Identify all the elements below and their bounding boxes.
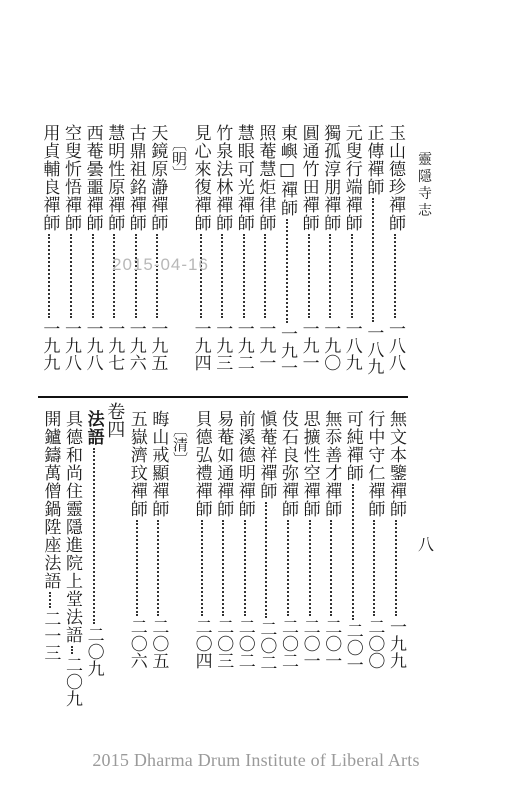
entry-title: 慧明性原禪師 [104, 124, 125, 232]
running-head-char: 靈 [418, 152, 433, 168]
leader-dots [113, 234, 115, 318]
era-heading [169, 136, 188, 181]
entry-page-number: 一八九 [363, 324, 384, 375]
leader-dots [286, 219, 288, 323]
entry-title: 東嶼□禪師 [277, 124, 297, 217]
leader-dots [222, 520, 224, 616]
leader-dots [71, 646, 73, 654]
entry-page-number: 一八九 [341, 320, 362, 371]
entry-title: 元叟行端禪師 [341, 124, 362, 232]
entry-title: 晦山戒顯禪師 [148, 410, 169, 518]
toc-entry [320, 124, 340, 371]
entry-page-number: 一八八 [385, 320, 405, 371]
leader-dots [135, 234, 137, 318]
entry-page-number: 一九一 [298, 320, 319, 371]
section-divider [38, 396, 408, 398]
leader-dots [156, 234, 158, 318]
entry-page-number: 二〇五 [148, 618, 169, 669]
entry-title: 正傳禪師 [363, 124, 384, 196]
entry-page-number: 一九七 [104, 320, 125, 371]
running-head [418, 152, 433, 220]
entry-title: 竹泉法林禪師 [212, 124, 233, 232]
toc-entry [235, 410, 255, 669]
entry-page-number: 二〇三 [213, 618, 234, 669]
entry-title: 思擴性空禪師 [299, 410, 320, 518]
era-heading [170, 422, 189, 467]
toc-entry [234, 124, 254, 371]
leader-dots [287, 520, 289, 616]
leader-dots [136, 520, 138, 616]
leader-dots [70, 234, 72, 318]
leader-dots [329, 234, 331, 318]
leader-dots [330, 520, 332, 616]
leader-dots [351, 234, 353, 318]
entry-title: 玉山德珍禪師 [385, 124, 405, 232]
toc-entry [277, 124, 297, 376]
running-head-char: 寺 [418, 186, 433, 202]
toc-entry [192, 410, 212, 669]
entry-title: 獨孤淳朋禪師 [320, 124, 341, 232]
entry-page-number: 一九〇 [320, 320, 341, 371]
toc-entry [300, 410, 320, 669]
leader-dots [243, 234, 245, 318]
volume-heading [105, 402, 124, 438]
entry-page-number: 二〇二 [278, 618, 298, 669]
toc-entry [385, 124, 405, 371]
toc-entry [256, 410, 276, 671]
running-head-char: 志 [418, 203, 433, 219]
footer-watermark: 2015 Dharma Drum Institute of Liberal Arts [92, 750, 420, 770]
toc-entry [83, 124, 103, 371]
entry-title: 貝德弘禮禪師 [191, 410, 212, 518]
toc-entry [40, 410, 60, 661]
entry-page-number: 一九一 [255, 320, 276, 371]
toc-entry [126, 124, 146, 371]
entry-page-number: 二〇一 [299, 618, 320, 669]
entry-title: 行中守仁禪師 [364, 410, 385, 518]
toc-entry [213, 410, 233, 669]
entry-page-number: 一九一 [277, 325, 297, 376]
entry-page-number: 一九六 [125, 320, 146, 371]
toc-entry [343, 410, 363, 673]
toc-entry [386, 410, 406, 669]
entry-title: 法語 [83, 410, 104, 446]
leader-dots [264, 234, 266, 318]
entry-title: 慧眼可光禪師 [233, 124, 254, 232]
entry-page-number: 一九八 [82, 320, 103, 371]
toc-entry [278, 410, 298, 669]
toc-entry [299, 124, 319, 371]
leader-dots [200, 234, 202, 318]
toc-entry [62, 410, 82, 707]
toc-entry [363, 124, 383, 375]
entry-page-number: 一九四 [190, 320, 211, 371]
leader-dots [395, 520, 397, 616]
entry-page-number: 一九二 [233, 320, 254, 371]
entry-page-number: 二〇〇 [364, 618, 385, 669]
leader-dots [92, 234, 94, 318]
leader-dots [93, 448, 95, 624]
toc-entry [61, 124, 81, 371]
toc-entry [104, 124, 124, 371]
era-heading-text: 〔明〕 [170, 136, 188, 181]
date-stamp: 2015-04-16 [112, 255, 209, 274]
entry-page-number: 二〇一 [342, 622, 363, 673]
leader-dots [201, 520, 203, 616]
leader-dots [373, 520, 375, 616]
entry-page-number: 二〇二 [256, 620, 277, 671]
volume-heading-text: 卷四 [104, 402, 126, 438]
entry-page-number: 一九八 [61, 320, 81, 371]
leader-dots [372, 198, 374, 322]
entry-title: 無忝善才禪師 [321, 410, 342, 518]
leader-dots [308, 234, 310, 318]
entry-title: 伎石良弥禪師 [278, 410, 298, 518]
toc-entry [39, 124, 59, 371]
leader-dots [394, 234, 396, 318]
toc-entry [84, 410, 104, 677]
toc-entry [255, 124, 275, 371]
toc-entry [212, 124, 232, 371]
entry-page-number: 二〇六 [126, 618, 147, 669]
entry-page-number: 一九三 [212, 320, 233, 371]
entry-title: 空叟忻悟禪師 [61, 124, 81, 232]
page-number: 八 [418, 535, 435, 554]
toc-entry [148, 410, 168, 669]
entry-page-number: 一九九 [39, 320, 60, 371]
toc-entry [127, 410, 147, 669]
entry-title: 愼菴祥禪師 [256, 410, 277, 500]
entry-page-number: 二〇一 [321, 618, 342, 669]
leader-dots [48, 234, 50, 318]
entry-page-number: 二〇四 [191, 618, 212, 669]
toc-entry [342, 124, 362, 371]
entry-title: 照菴慧炬律師 [255, 124, 276, 232]
leader-dots [309, 520, 311, 616]
entry-title: 西菴曇噩禪師 [82, 124, 103, 232]
entry-title: 古鼎祖銘禪師 [125, 124, 146, 232]
entry-title: 無文本鑒禪師 [386, 410, 406, 518]
entry-title: 可純禪師 [342, 410, 363, 482]
leader-dots [49, 592, 51, 608]
entry-title: 用貞輔良禪師 [39, 124, 60, 232]
entry-title: 具德和尚住靈隱進院上堂法語 [62, 410, 82, 644]
entry-title: 圓通竹田禪師 [298, 124, 319, 232]
toc-entry [364, 410, 384, 669]
entry-page-number: 一九九 [386, 618, 406, 669]
entry-page-number: 一九五 [147, 320, 168, 371]
entry-title: 天鏡原瀞禪師 [147, 124, 168, 232]
toc-entry [191, 124, 211, 371]
entry-title: 易菴如通禪師 [213, 410, 234, 518]
entry-page-number: 二〇九 [83, 626, 104, 677]
entry-page-number: 二〇九 [62, 656, 82, 707]
era-heading-text: 〔清〕 [171, 422, 189, 467]
toc-entry [321, 410, 341, 669]
entry-title: 開鑪鑄萬僧鍋陞座法語 [40, 410, 61, 590]
entry-title: 五嶽濟玟禪師 [126, 410, 147, 518]
leader-dots [221, 234, 223, 318]
entry-page-number: 二〇二 [234, 618, 255, 669]
entry-page-number: 二一三 [40, 610, 61, 661]
entry-title: 見心來復禪師 [190, 124, 211, 232]
leader-dots [265, 502, 267, 618]
toc-entry [147, 124, 167, 371]
leader-dots [157, 520, 159, 616]
entry-title: 前溪德明禪師 [234, 410, 255, 518]
leader-dots [352, 484, 354, 620]
leader-dots [244, 520, 246, 616]
running-head-char: 隱 [418, 169, 433, 185]
